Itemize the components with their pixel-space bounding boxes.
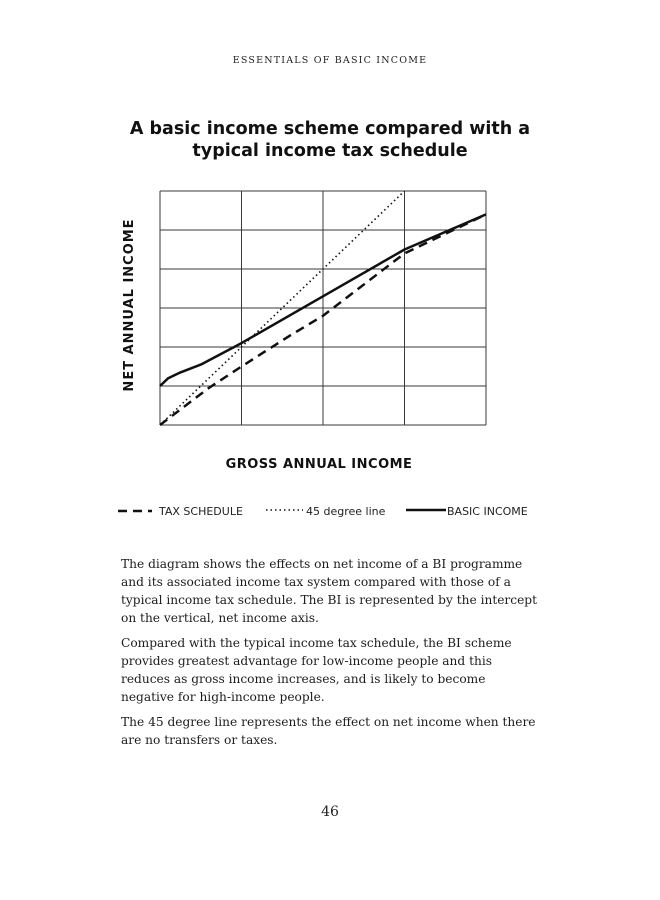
paragraph-3: The 45 degree line represents the effect on net income when there are no transfers or taxes.	[121, 715, 536, 748]
legend-tax-schedule-label: TAX SCHEDULE	[159, 505, 243, 518]
chart-grid	[160, 191, 486, 425]
running-head: ESSENTIALS OF BASIC INCOME	[232, 55, 428, 66]
chart-legend	[118, 505, 528, 518]
x-axis-label: GROSS ANNUAL INCOME	[225, 457, 413, 472]
y-axis-label: NET ANNUAL INCOME	[122, 218, 137, 392]
paragraph-2: Compared with the typical income tax schedule, the BI scheme provides greatest advantage for low-income people and this reduces as gross income increases, and is likely to become negative for high-income people.	[121, 636, 512, 705]
legend-45-degree-label: 45 degree line	[306, 505, 386, 518]
figure-title-line-2: typical income tax schedule	[192, 141, 468, 161]
legend-basic-income-label: BASIC INCOME	[447, 505, 528, 518]
paragraph-1: The diagram shows the effects on net income of a BI programme and its associated income tax system compared with those of a typical income tax schedule. The BI is represented by the intercept on the vertical, net income axis.	[121, 557, 537, 626]
figure-title-line-1: A basic income scheme compared with a	[129, 119, 531, 139]
page-number: 46	[321, 804, 339, 820]
